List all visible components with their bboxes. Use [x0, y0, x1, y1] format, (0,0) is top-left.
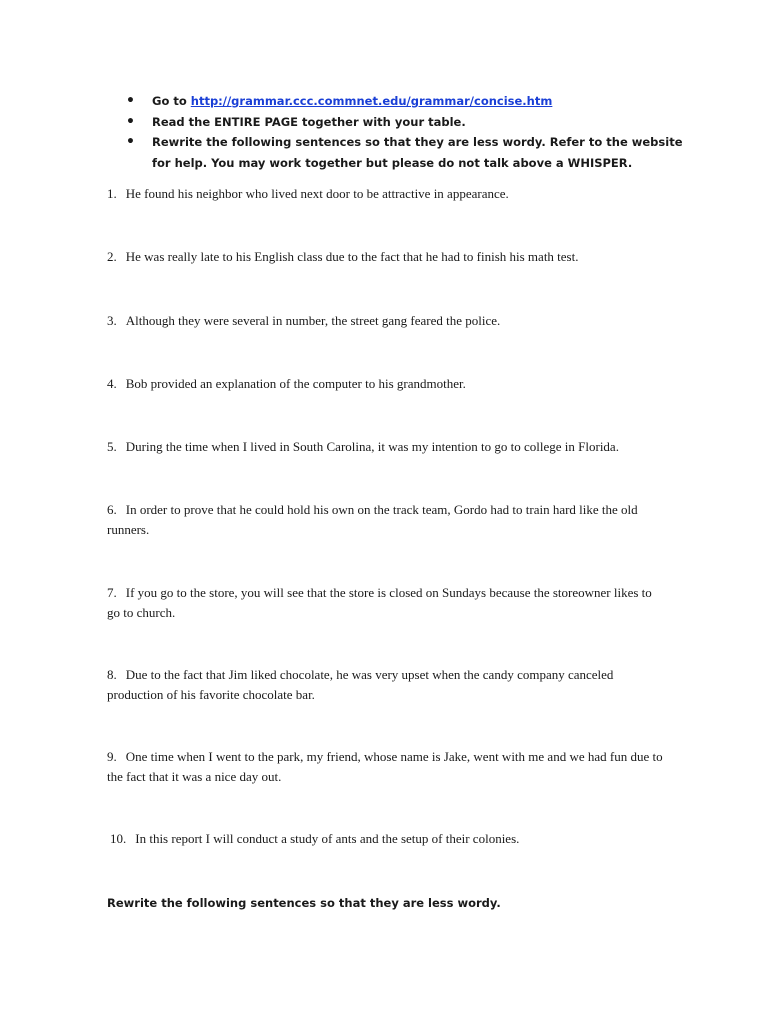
question-number: 6. [107, 502, 117, 517]
question-number: 7. [107, 585, 117, 600]
question-text: Bob provided an explanation of the computer to his grandmother. [125, 376, 466, 391]
question-number: 4. [107, 376, 117, 391]
instruction-item: • Read the ENTIRE PAGE together with your table. [126, 112, 686, 133]
question-number: 8. [107, 667, 117, 682]
question-text: He found his neighbor who lived next door to be attractive in appearance. [125, 186, 509, 201]
footer-instruction: Rewrite the following sentences so that they are less wordy. [107, 896, 501, 910]
question-text: During the time when I lived in South Carolina, it was my intention to go to college in Florida. [125, 439, 619, 454]
question-8 [107, 665, 667, 705]
question-number: 9. [107, 749, 117, 764]
website-link[interactable]: http://grammar.ccc.commnet.edu/grammar/concise.htm [190, 94, 553, 108]
question-number: 10. [110, 831, 127, 846]
question-9 [107, 747, 667, 787]
question-7 [107, 583, 667, 623]
question-text: Although they were several in number, the street gang feared the police. [125, 313, 501, 328]
instruction-item: • Rewrite the following sentences so that they are less wordy. Refer to the website for help. You may work together but please do not talk above a WHISPER. [126, 132, 686, 173]
question-number: 1. [107, 186, 117, 201]
question-text: One time when I went to the park, my friend, whose name is Jake, went with me and we had fun due to the fact that it was a nice day out. [107, 749, 663, 784]
question-6 [107, 500, 667, 540]
question-number: 3. [107, 313, 117, 328]
question-4 [107, 374, 667, 394]
question-10 [110, 829, 670, 849]
instructions-list [126, 91, 686, 173]
question-5 [107, 437, 667, 457]
question-1 [107, 184, 667, 204]
question-text: In this report I will conduct a study of ants and the setup of their colonies. [135, 831, 520, 846]
question-text: Due to the fact that Jim liked chocolate, he was very upset when the candy company canceled production of his favorite chocolate bar. [107, 667, 614, 702]
question-text: If you go to the store, you will see that the store is closed on Sundays because the storeowner likes to go to church. [107, 585, 652, 620]
question-2 [107, 247, 667, 267]
question-number: 2. [107, 249, 117, 264]
question-text: He was really late to his English class due to the fact that he had to finish his math test. [125, 249, 579, 264]
instruction-item [126, 91, 686, 112]
question-number: 5. [107, 439, 117, 454]
question-text: In order to prove that he could hold his own on the track team, Gordo had to train hard like the old runners. [107, 502, 638, 537]
question-3 [107, 311, 667, 331]
instruction-prefix: Go to [152, 94, 187, 108]
